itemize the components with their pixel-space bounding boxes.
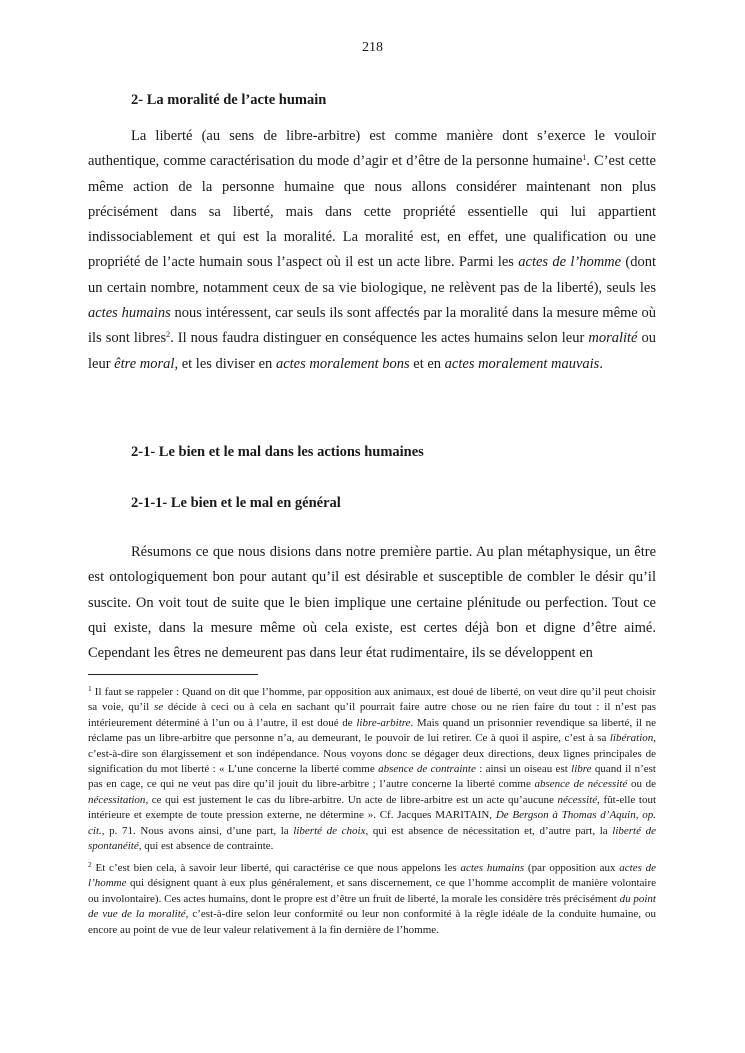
footnote-ref-1[interactable]: 1 [582,153,587,163]
page-number: 218 [362,40,383,55]
footnote-separator [88,674,258,675]
footnote-1: $^1$ Il faut se rappeler : Quand on dit que l’homme, par opposition aux animaux, est doué de liberté, on veut dire qu’il peut choisir sa voie, qu’il se décide à ceci ou à cela en sachant qu’il pourrait faire autre chose ou ne rien faire du tout : il n’est pas intérieurement déterminé à l’un ou à l’autre, il est doué de libre-arbitre. Mais quand un prisonnier revendique sa liberté, il ne réclame pas un libre-arbitre que personne n’a, au demeurant, le pouvoir de lui retirer. Ce à quoi il aspire, c’est à sa libération, c’est-à-dire son élargissement et son indépendance. Nous voyons donc se dégager deux directions, deux lignes principales de signification du mot liberté : « L’une concerne la liberté comme absence de contrainte : ainsi un oiseau est libre quand il n’est pas en cage, ce qui ne veut pas dire qu’il jouit du libre-arbitre ; l’autre concerne la liberté comme absence de nécessité ou de nécessitation, ce qui est justement le cas du libre-arbitre. Un acte de libre-arbitre est un acte qu’aucune nécessité, fût-elle tout intérieure et exempte de toute pression externe, ne détermine ». Cf. Jacques MARITAIN, De Bergson à Thomas d’Aquin, op. cit., p. 71. Nous avons ainsi, d’une part, la liberté de choix, qui est absence de nécessitation et, d’autre part, la liberté de spontanéité, qui est absence de contrainte. [88,684,657,853]
section-heading-bien-mal-actions: 2-1- Le bien et le mal dans les actions humaines [131,444,424,460]
footnote-ref-2[interactable]: 2 [166,330,171,340]
section-heading-moralite: 2- La moralité de l’acte humain [131,92,327,108]
paragraph-liberte: La liberté (au sens de libre-arbitre) est comme manière dont s’exerce le vouloir authentique, comme caractérisation du mode d’agir et d’être de la personne humaine$^1$. C’est cette même action de la personne humaine que nous allons considérer maintenant non plus précisément dans sa liberté, mais dans cette propriété essentielle qui lui appartient indissociablement et qui est la moralité. La moralité est, en effet, une qualification ou une propriété de l’acte humain sous l’aspect où il est un acte libre. Parmi les actes de l’homme (dont un certain nombre, notamment ceux de sa vie biologique, ne relèvent pas de la liberté), seuls les actes humains nous intéressent, car seuls ils sont affectés par la moralité dans la mesure même où ils sont libres$^2$. Il nous faudra distinguer en conséquence les actes humains selon leur moralité ou leur être moral, et les diviser en actes moralement bons et en actes moralement mauvais. [88,128,657,372]
section-heading-bien-mal-general: 2-1-1- Le bien et le mal en général [131,495,341,511]
footnote-2: $^2$ Et c’est bien cela, à savoir leur liberté, qui caractérise ce que nous appelons les actes humains (par opposition aux actes de l’homme qui désignent quant à eux plus généralement, et sans discernement, ce que l’homme accomplit de manière volontaire ou involontaire). Ces actes humains, dont le propre est d’être un fruit de liberté, la morale les considère très précisément du point de vue de la moralité, c’est-à-dire selon leur conformité ou leur non conformité à la règle idéale de la conduite humaine, ou encore au point de vue de leur valeur relativement à la fin dernière de l’homme. [88,860,657,936]
paragraph-resumons: Résumons ce que nous disions dans notre première partie. Au plan métaphysique, un être est ontologiquement bon pour autant qu’il est désirable et susceptible de combler le désir qu’il suscite. On voit tout de suite que le bien implique une certaine plénitude ou perfection. Tout ce qui existe, dans la mesure même où cela existe, est certes déjà bon et digne d’être aimé. Cependant les êtres ne demeurent pas dans leur état rudimentaire, ils se développent en [88,544,656,662]
